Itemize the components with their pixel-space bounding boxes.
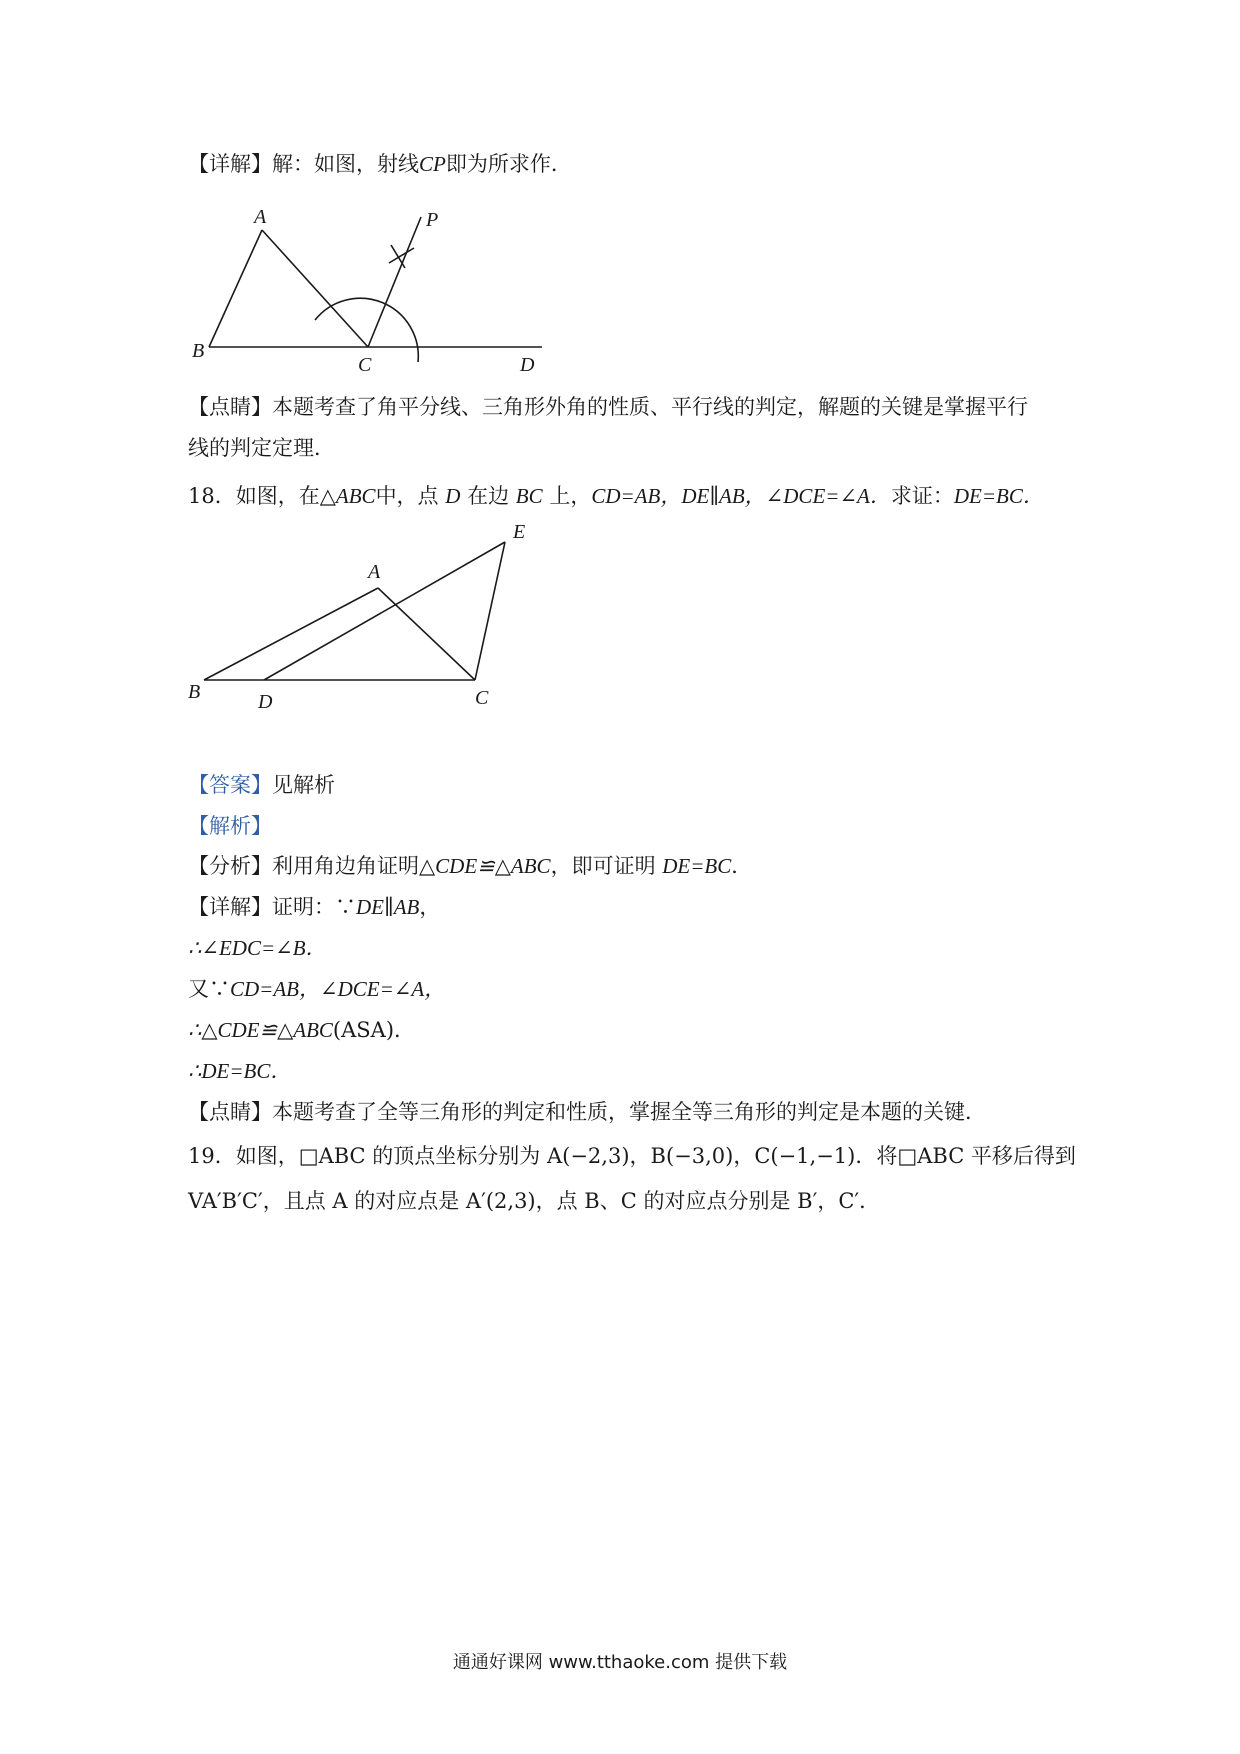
segment-ba [209,230,262,347]
label-a: A [254,206,267,228]
q18-math: BC [515,484,543,508]
angle-bisector-figure [180,200,560,380]
q18-text: 如图，在△ [235,484,336,508]
detail-label: 【详解】 [188,152,272,176]
q18-text: 求证： [890,484,954,508]
proof-step-4: ∴DE=BC． [188,1059,292,1083]
segment-ac [378,588,475,680]
question-18 [188,480,1044,512]
label-b: B [192,340,205,362]
q18-number: 18． [188,484,236,508]
detail-label: 【详解】 [188,895,272,919]
q18-text: 在边 [467,484,510,508]
q18-math: D [445,484,461,508]
fenxi-math: CDE≌△ABC [435,854,551,878]
highlight-line-2: 线的判定定理． [188,436,335,460]
segment-ba [204,588,378,680]
q18-highlight-line [188,1096,986,1128]
proof-step-3 [188,1014,415,1046]
label-d: D [520,354,535,376]
page-footer: 通通好课网 www.tthaoke.com 提供下载 [452,1652,788,1673]
proof-step-2 [188,973,445,1005]
proof-detail-line [188,891,440,923]
proof-step-2-math: CD=AB，∠DCE=∠A， [230,977,446,1001]
highlight-label: 【点睛】 [188,1100,272,1124]
proof-step-1: ∴∠EDC=∠B． [188,936,327,960]
detail-text: 证明：∵ [272,895,356,919]
label-b: B [188,681,201,703]
label-c: C [358,354,372,376]
fenxi-text: 利用角边角证明△ [272,854,436,878]
segment-ec [475,542,505,680]
ray-cp [368,217,421,347]
highlight-label: 【点睛】 [188,395,272,419]
label-p: P [426,209,439,231]
answer-label: 【答案】 [188,773,272,797]
cross-mark-2 [391,245,405,268]
segment-de [264,542,505,680]
q18-math: ABC [335,484,376,508]
q18-math: CD=AB，DE∥AB，∠DCE=∠A． [591,484,891,508]
construction-arc [315,298,418,362]
ray-name: CP [419,152,446,176]
q18-text: 上， [549,484,592,508]
question-19-line-1: 19．如图，□ABC 的顶点坐标分别为 A(−2,3)，B(−3,0)，C(−1,−1)．将□ABC 平移后得到 [188,1144,1076,1168]
highlight-line-1 [188,391,1028,423]
q18-math: DE=BC． [953,484,1044,508]
proof-step-2-prefix: 又∵ [188,977,230,1001]
highlight-text-1: 本题考查了角平分线、三角形外角的性质、平行线的判定，解题的关键是掌握平行 [272,395,1028,419]
q18-text: 中，点 [375,484,439,508]
detail-text: 解：如图，射线 [272,152,419,176]
label-a: A [368,561,381,583]
detail-tail: 即为所求作． [445,152,572,176]
fenxi-text: ． [731,854,753,878]
detail-line [188,148,572,180]
fenxi-label: 【分析】 [188,854,272,878]
fenxi-text: ，即可证明 [550,854,656,878]
highlight-text: 本题考查了全等三角形的判定和性质，掌握全等三角形的判定是本题的关键． [272,1100,986,1124]
label-e: E [513,521,526,543]
answer-line [188,769,335,801]
detail-text: ， [419,895,441,919]
question-19-line-2: VA′B′C′，且点 A 的对应点是 A′(2,3)，点 B、C 的对应点分别是 B′，C′． [188,1189,881,1213]
fenxi-line [188,850,752,882]
label-c: C [475,687,489,709]
question-18-figure [180,520,540,720]
segment-ac [262,230,368,347]
label-d: D [258,691,273,713]
detail-math: DE∥AB [356,895,420,919]
analysis-label: 【解析】 [188,814,272,838]
proof-step-3-math: ∴△CDE≌△ABC [188,1018,333,1042]
proof-step-3-reason: (ASA)． [332,1018,416,1042]
fenxi-math: DE=BC [662,854,732,878]
answer-text: 见解析 [272,773,335,797]
